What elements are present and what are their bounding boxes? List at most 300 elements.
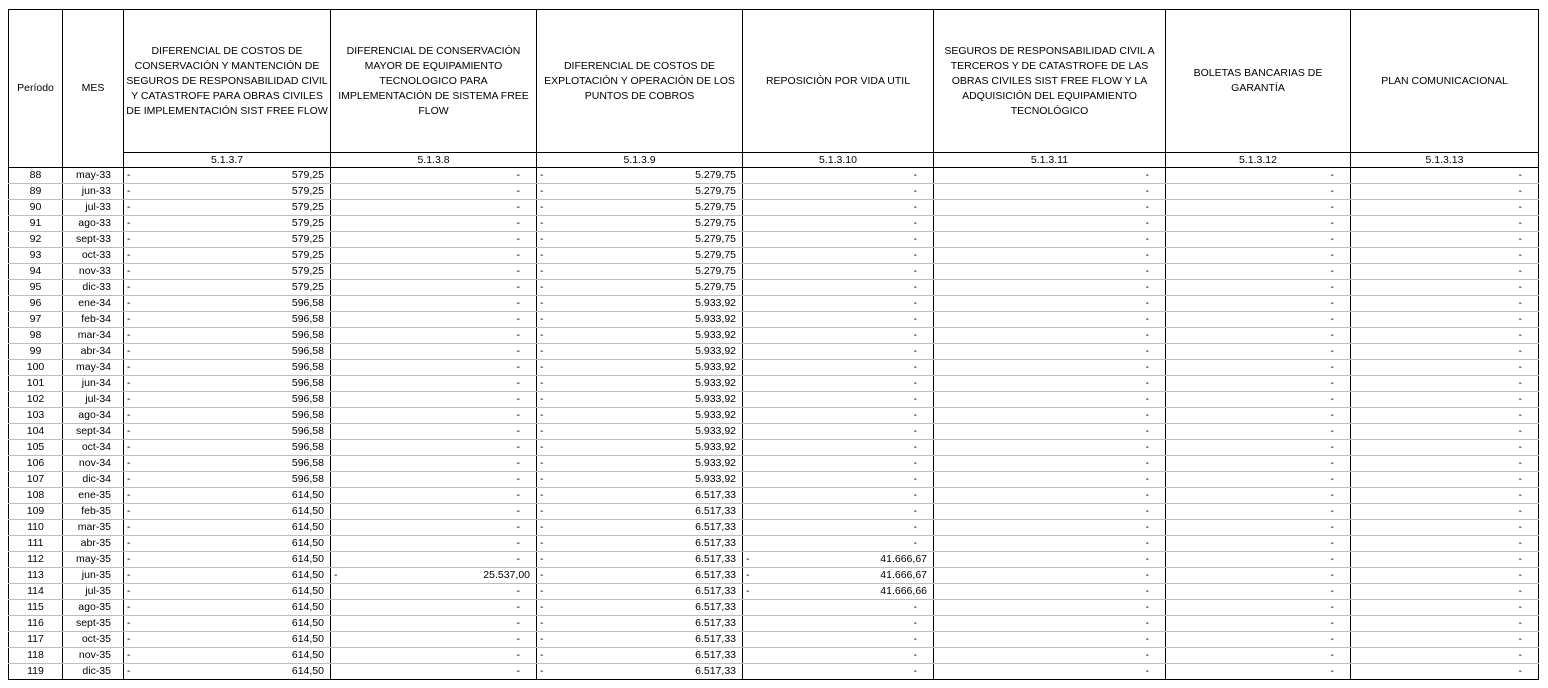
cost-schedule-sheet — [8, 9, 1539, 680]
cell-value: 41.666,67 — [880, 569, 927, 581]
table-row — [9, 376, 1539, 392]
cell-5-1-3-11: - — [934, 456, 1166, 472]
cell-5-1-3-10 — [743, 552, 934, 568]
sign-marker: - — [540, 409, 544, 421]
cell-5-1-3-11: - — [934, 664, 1166, 680]
cell-5-1-3-11: - — [934, 328, 1166, 344]
sign-marker: - — [334, 569, 338, 581]
cell-5-1-3-13: - — [1351, 376, 1539, 392]
sign-marker: - — [540, 617, 544, 629]
sign-marker: - — [540, 361, 544, 373]
table-row — [9, 360, 1539, 376]
table-row — [9, 456, 1539, 472]
cell-periodo: 118 — [9, 648, 63, 664]
cell-value: 596,58 — [291, 457, 324, 469]
cell-5-1-3-12: - — [1166, 440, 1351, 456]
cell-value: 614,50 — [291, 521, 324, 533]
cell-5-1-3-11: - — [934, 360, 1166, 376]
table-row — [9, 408, 1539, 424]
sign-marker: - — [127, 361, 131, 373]
cell-value: 596,58 — [291, 377, 324, 389]
cell-periodo: 88 — [9, 168, 63, 184]
cell-5-1-3-10: - — [743, 392, 934, 408]
cell-5-1-3-10: - — [743, 488, 934, 504]
cell-value: 6.517,33 — [695, 633, 736, 645]
cell-5-1-3-9 — [537, 584, 743, 600]
cell-5-1-3-12: - — [1166, 216, 1351, 232]
cell-value: 6.517,33 — [695, 649, 736, 661]
cell-5-1-3-9 — [537, 296, 743, 312]
cell-periodo: 98 — [9, 328, 63, 344]
cell-periodo: 116 — [9, 616, 63, 632]
cell-5-1-3-13: - — [1351, 200, 1539, 216]
cell-5-1-3-10: - — [743, 248, 934, 264]
cell-5-1-3-8: - — [331, 440, 537, 456]
table-row — [9, 296, 1539, 312]
cell-5-1-3-7 — [124, 424, 331, 440]
sign-marker: - — [540, 473, 544, 485]
cell-5-1-3-10: - — [743, 264, 934, 280]
cell-5-1-3-13: - — [1351, 616, 1539, 632]
table-row — [9, 664, 1539, 680]
cell-value: 6.517,33 — [695, 553, 736, 565]
cell-5-1-3-7 — [124, 184, 331, 200]
sign-marker: - — [540, 505, 544, 517]
cell-5-1-3-10: - — [743, 664, 934, 680]
cell-mes: ago-35 — [63, 600, 124, 616]
cell-5-1-3-7 — [124, 296, 331, 312]
cell-5-1-3-9 — [537, 488, 743, 504]
cell-5-1-3-7 — [124, 456, 331, 472]
cell-5-1-3-11: - — [934, 168, 1166, 184]
cell-value: 596,58 — [291, 393, 324, 405]
cell-value: 614,50 — [291, 617, 324, 629]
cell-periodo: 101 — [9, 376, 63, 392]
cell-5-1-3-8: - — [331, 312, 537, 328]
cell-value: 596,58 — [291, 441, 324, 453]
cell-periodo: 117 — [9, 632, 63, 648]
cell-5-1-3-8: - — [331, 664, 537, 680]
cell-mes: feb-34 — [63, 312, 124, 328]
cell-5-1-3-12: - — [1166, 648, 1351, 664]
cell-5-1-3-11: - — [934, 312, 1166, 328]
cell-5-1-3-9 — [537, 360, 743, 376]
cell-5-1-3-13: - — [1351, 216, 1539, 232]
cell-value: 614,50 — [291, 601, 324, 613]
cell-periodo: 92 — [9, 232, 63, 248]
cell-5-1-3-7 — [124, 280, 331, 296]
cell-mes: jun-34 — [63, 376, 124, 392]
cell-5-1-3-12: - — [1166, 408, 1351, 424]
cell-value: 614,50 — [291, 569, 324, 581]
cell-value: 6.517,33 — [695, 665, 736, 677]
sign-marker: - — [127, 201, 131, 213]
cell-mes: oct-33 — [63, 248, 124, 264]
cell-value: 5.279,75 — [695, 281, 736, 293]
cell-periodo: 102 — [9, 392, 63, 408]
sign-marker: - — [540, 569, 544, 581]
cell-value: 596,58 — [291, 425, 324, 437]
sign-marker: - — [127, 505, 131, 517]
sign-marker: - — [540, 249, 544, 261]
cell-value: 614,50 — [291, 649, 324, 661]
sign-marker: - — [540, 329, 544, 341]
cell-mes: ago-33 — [63, 216, 124, 232]
cell-5-1-3-9 — [537, 408, 743, 424]
cell-5-1-3-8: - — [331, 232, 537, 248]
cell-5-1-3-10: - — [743, 632, 934, 648]
cell-periodo: 113 — [9, 568, 63, 584]
cell-value: 5.933,92 — [695, 393, 736, 405]
cell-5-1-3-10: - — [743, 520, 934, 536]
cell-value: 5.933,92 — [695, 297, 736, 309]
cell-5-1-3-13: - — [1351, 296, 1539, 312]
code-5-1-3-13: 5.1.3.13 — [1351, 153, 1539, 168]
header-row — [9, 10, 1539, 153]
table-row — [9, 200, 1539, 216]
cell-mes: jul-33 — [63, 200, 124, 216]
cell-5-1-3-10: - — [743, 440, 934, 456]
table-row — [9, 600, 1539, 616]
cell-periodo: 100 — [9, 360, 63, 376]
table-row — [9, 280, 1539, 296]
cell-5-1-3-8: - — [331, 264, 537, 280]
cell-5-1-3-11: - — [934, 648, 1166, 664]
cell-5-1-3-10: - — [743, 312, 934, 328]
cell-5-1-3-8: - — [331, 472, 537, 488]
cell-5-1-3-12: - — [1166, 248, 1351, 264]
sign-marker: - — [540, 649, 544, 661]
cell-5-1-3-9 — [537, 280, 743, 296]
sign-marker: - — [127, 169, 131, 181]
cell-periodo: 106 — [9, 456, 63, 472]
cell-value: 6.517,33 — [695, 617, 736, 629]
sign-marker: - — [127, 233, 131, 245]
cell-5-1-3-9 — [537, 200, 743, 216]
cell-value: 5.279,75 — [695, 169, 736, 181]
sign-marker: - — [540, 601, 544, 613]
cell-5-1-3-8: - — [331, 168, 537, 184]
cell-value: 579,25 — [291, 265, 324, 277]
sign-marker: - — [127, 281, 131, 293]
table-row — [9, 552, 1539, 568]
cell-value: 5.279,75 — [695, 233, 736, 245]
cell-value: 5.933,92 — [695, 409, 736, 421]
sign-marker: - — [127, 665, 131, 677]
cell-5-1-3-8: - — [331, 552, 537, 568]
cell-mes: dic-35 — [63, 664, 124, 680]
cell-mes: nov-34 — [63, 456, 124, 472]
cell-5-1-3-11: - — [934, 584, 1166, 600]
cell-5-1-3-7 — [124, 328, 331, 344]
cell-5-1-3-13: - — [1351, 248, 1539, 264]
cell-5-1-3-8: - — [331, 520, 537, 536]
cell-mes: mar-34 — [63, 328, 124, 344]
cell-value: 614,50 — [291, 585, 324, 597]
cell-5-1-3-8: - — [331, 296, 537, 312]
cell-mes: sept-35 — [63, 616, 124, 632]
sign-marker: - — [127, 409, 131, 421]
cell-periodo: 97 — [9, 312, 63, 328]
cell-5-1-3-7 — [124, 520, 331, 536]
sign-marker: - — [127, 633, 131, 645]
cell-5-1-3-13: - — [1351, 184, 1539, 200]
cell-5-1-3-8: - — [331, 504, 537, 520]
cell-5-1-3-10: - — [743, 456, 934, 472]
cell-mes: sept-33 — [63, 232, 124, 248]
cell-value: 25.537,00 — [483, 569, 530, 581]
header-plan-comunicacional: PLAN COMUNICACIONAL — [1351, 10, 1539, 153]
cell-mes: may-34 — [63, 360, 124, 376]
cell-5-1-3-9 — [537, 520, 743, 536]
cell-5-1-3-12: - — [1166, 520, 1351, 536]
header-seguros-responsabilidad: SEGUROS DE RESPONSABILIDAD CIVIL A TERCEROS Y DE CATASTROFE DE LAS OBRAS CIVILES SIST FREE FLOW Y LA ADQUISICIÓN DEL EQUIPAMIENTO TECNOLÓGICO — [934, 10, 1166, 153]
cell-5-1-3-11: - — [934, 472, 1166, 488]
cell-mes: dic-33 — [63, 280, 124, 296]
sign-marker: - — [127, 185, 131, 197]
cell-value: 579,25 — [291, 185, 324, 197]
cell-value: 579,25 — [291, 249, 324, 261]
cell-value: 596,58 — [291, 473, 324, 485]
cell-5-1-3-11: - — [934, 488, 1166, 504]
cell-value: 6.517,33 — [695, 489, 736, 501]
cell-5-1-3-9 — [537, 344, 743, 360]
table-row — [9, 648, 1539, 664]
cell-5-1-3-9 — [537, 424, 743, 440]
cell-mes: jul-35 — [63, 584, 124, 600]
sign-marker: - — [540, 521, 544, 533]
cell-5-1-3-7 — [124, 504, 331, 520]
cell-value: 5.933,92 — [695, 361, 736, 373]
cell-periodo: 115 — [9, 600, 63, 616]
table-row — [9, 504, 1539, 520]
cost-schedule-table — [8, 9, 1539, 680]
cell-5-1-3-12: - — [1166, 456, 1351, 472]
cell-mes: may-35 — [63, 552, 124, 568]
cell-value: 5.933,92 — [695, 441, 736, 453]
cell-5-1-3-10: - — [743, 280, 934, 296]
cell-5-1-3-9 — [537, 616, 743, 632]
cell-5-1-3-8: - — [331, 616, 537, 632]
cell-5-1-3-7 — [124, 264, 331, 280]
cell-5-1-3-12: - — [1166, 280, 1351, 296]
table-row — [9, 248, 1539, 264]
cell-mes: mar-35 — [63, 520, 124, 536]
sign-marker: - — [540, 489, 544, 501]
sign-marker: - — [127, 473, 131, 485]
cell-value: 579,25 — [291, 233, 324, 245]
cell-5-1-3-9 — [537, 216, 743, 232]
cell-5-1-3-12: - — [1166, 264, 1351, 280]
cell-5-1-3-12: - — [1166, 504, 1351, 520]
cell-5-1-3-10: - — [743, 424, 934, 440]
cell-value: 5.933,92 — [695, 329, 736, 341]
cell-5-1-3-11: - — [934, 264, 1166, 280]
cell-5-1-3-7 — [124, 632, 331, 648]
cell-5-1-3-8: - — [331, 328, 537, 344]
cell-5-1-3-12: - — [1166, 296, 1351, 312]
table-row — [9, 616, 1539, 632]
cell-5-1-3-8: - — [331, 216, 537, 232]
cell-5-1-3-9 — [537, 456, 743, 472]
cell-5-1-3-12: - — [1166, 664, 1351, 680]
cell-5-1-3-9 — [537, 472, 743, 488]
cell-periodo: 93 — [9, 248, 63, 264]
cell-5-1-3-9 — [537, 392, 743, 408]
cell-5-1-3-10: - — [743, 536, 934, 552]
cell-mes: ene-34 — [63, 296, 124, 312]
table-row — [9, 312, 1539, 328]
code-5-1-3-11: 5.1.3.11 — [934, 153, 1166, 168]
cell-5-1-3-13: - — [1351, 456, 1539, 472]
cell-5-1-3-7 — [124, 568, 331, 584]
cell-5-1-3-12: - — [1166, 536, 1351, 552]
cell-5-1-3-11: - — [934, 600, 1166, 616]
cell-mes: may-33 — [63, 168, 124, 184]
cell-5-1-3-12: - — [1166, 424, 1351, 440]
code-5-1-3-12: 5.1.3.12 — [1166, 153, 1351, 168]
cell-5-1-3-10: - — [743, 200, 934, 216]
cell-5-1-3-10: - — [743, 216, 934, 232]
cell-5-1-3-13: - — [1351, 536, 1539, 552]
sign-marker: - — [540, 265, 544, 277]
cell-5-1-3-12: - — [1166, 568, 1351, 584]
sign-marker: - — [127, 585, 131, 597]
cell-5-1-3-8: - — [331, 184, 537, 200]
cell-value: 5.279,75 — [695, 201, 736, 213]
cell-5-1-3-10: - — [743, 360, 934, 376]
cell-5-1-3-12: - — [1166, 552, 1351, 568]
cell-mes: nov-35 — [63, 648, 124, 664]
cell-5-1-3-9 — [537, 648, 743, 664]
sign-marker: - — [127, 441, 131, 453]
cell-5-1-3-10: - — [743, 344, 934, 360]
header-explotacion-operacion: DIFERENCIAL DE COSTOS DE EXPLOTACIÓN Y OPERACIÓN DE LOS PUNTOS DE COBROS — [537, 10, 743, 153]
sign-marker: - — [127, 457, 131, 469]
cell-5-1-3-11: - — [934, 200, 1166, 216]
sign-marker: - — [540, 537, 544, 549]
cell-value: 579,25 — [291, 217, 324, 229]
cell-5-1-3-13: - — [1351, 568, 1539, 584]
sign-marker: - — [540, 217, 544, 229]
cell-5-1-3-7 — [124, 440, 331, 456]
cell-periodo: 104 — [9, 424, 63, 440]
cell-5-1-3-11: - — [934, 184, 1166, 200]
cell-5-1-3-9 — [537, 264, 743, 280]
cell-5-1-3-8: - — [331, 344, 537, 360]
cell-value: 5.933,92 — [695, 313, 736, 325]
cell-5-1-3-11: - — [934, 344, 1166, 360]
cell-5-1-3-9 — [537, 328, 743, 344]
cell-5-1-3-12: - — [1166, 200, 1351, 216]
table-row — [9, 168, 1539, 184]
cell-value: 614,50 — [291, 665, 324, 677]
cell-value: 614,50 — [291, 553, 324, 565]
cell-5-1-3-8: - — [331, 600, 537, 616]
cell-5-1-3-7 — [124, 248, 331, 264]
header-boletas-garantia: BOLETAS BANCARIAS DE GARANTÍA — [1166, 10, 1351, 153]
cell-value: 5.279,75 — [695, 185, 736, 197]
cell-5-1-3-11: - — [934, 216, 1166, 232]
cell-5-1-3-8: - — [331, 376, 537, 392]
cell-value: 6.517,33 — [695, 601, 736, 613]
cell-5-1-3-12: - — [1166, 328, 1351, 344]
cell-5-1-3-13: - — [1351, 472, 1539, 488]
cell-value: 6.517,33 — [695, 521, 736, 533]
cell-5-1-3-11: - — [934, 376, 1166, 392]
sign-marker: - — [540, 377, 544, 389]
sign-marker: - — [127, 569, 131, 581]
cell-periodo: 108 — [9, 488, 63, 504]
cell-value: 5.933,92 — [695, 345, 736, 357]
cell-5-1-3-9 — [537, 312, 743, 328]
cell-5-1-3-10: - — [743, 408, 934, 424]
cell-mes: nov-33 — [63, 264, 124, 280]
sign-marker: - — [127, 425, 131, 437]
cell-value: 614,50 — [291, 633, 324, 645]
cell-value: 579,25 — [291, 201, 324, 213]
cell-5-1-3-9 — [537, 440, 743, 456]
cell-5-1-3-13: - — [1351, 344, 1539, 360]
cell-5-1-3-12: - — [1166, 312, 1351, 328]
cell-5-1-3-10: - — [743, 296, 934, 312]
sign-marker: - — [746, 553, 750, 565]
cell-5-1-3-7 — [124, 312, 331, 328]
cell-value: 5.279,75 — [695, 217, 736, 229]
cell-mes: feb-35 — [63, 504, 124, 520]
code-5-1-3-9: 5.1.3.9 — [537, 153, 743, 168]
cell-5-1-3-9 — [537, 664, 743, 680]
cell-5-1-3-7 — [124, 216, 331, 232]
cell-periodo: 110 — [9, 520, 63, 536]
cell-5-1-3-8: - — [331, 360, 537, 376]
table-row — [9, 424, 1539, 440]
header-conservacion-equipamiento: DIFERENCIAL DE CONSERVACIÓN MAYOR DE EQUIPAMIENTO TECNOLOGICO PARA IMPLEMENTACIÓN DE SISTEMA FREE FLOW — [331, 10, 537, 153]
cell-value: 596,58 — [291, 297, 324, 309]
cell-5-1-3-9 — [537, 248, 743, 264]
cell-periodo: 111 — [9, 536, 63, 552]
cell-5-1-3-7 — [124, 168, 331, 184]
cell-periodo: 96 — [9, 296, 63, 312]
cell-5-1-3-9 — [537, 600, 743, 616]
cell-value: 5.933,92 — [695, 457, 736, 469]
cell-5-1-3-10: - — [743, 504, 934, 520]
table-body — [9, 168, 1539, 680]
sign-marker: - — [540, 201, 544, 213]
cell-5-1-3-7 — [124, 584, 331, 600]
cell-5-1-3-9 — [537, 376, 743, 392]
cell-5-1-3-12: - — [1166, 168, 1351, 184]
cell-5-1-3-11: - — [934, 552, 1166, 568]
cell-value: 6.517,33 — [695, 537, 736, 549]
cell-5-1-3-11: - — [934, 616, 1166, 632]
sign-marker: - — [127, 537, 131, 549]
cell-5-1-3-7 — [124, 376, 331, 392]
cell-value: 614,50 — [291, 505, 324, 517]
cell-5-1-3-13: - — [1351, 312, 1539, 328]
cell-mes: jun-35 — [63, 568, 124, 584]
cell-5-1-3-11: - — [934, 536, 1166, 552]
table-row — [9, 216, 1539, 232]
cell-value: 596,58 — [291, 345, 324, 357]
cell-5-1-3-13: - — [1351, 408, 1539, 424]
table-row — [9, 328, 1539, 344]
cell-5-1-3-11: - — [934, 632, 1166, 648]
sign-marker: - — [127, 393, 131, 405]
cell-5-1-3-9 — [537, 568, 743, 584]
sign-marker: - — [746, 569, 750, 581]
sign-marker: - — [540, 313, 544, 325]
